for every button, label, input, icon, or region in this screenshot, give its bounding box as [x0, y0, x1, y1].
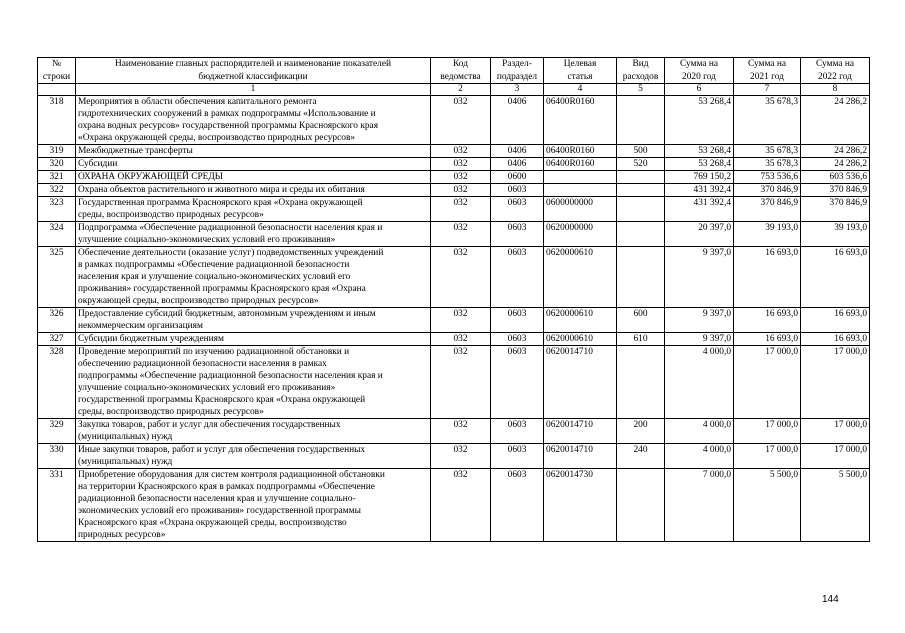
expense-type-code	[617, 469, 665, 542]
section-code: 0600	[491, 171, 544, 184]
sum-2022: 603 536,6	[801, 171, 870, 184]
section-code: 0603	[491, 444, 544, 469]
header-line: статья	[567, 71, 593, 82]
row-name-line: окружающей среды, воспроизводство природных ресурсов»	[78, 296, 319, 306]
row-number: 329	[38, 419, 76, 444]
sum-2022: 24 286,2	[801, 96, 870, 145]
table-row	[38, 308, 870, 333]
header-col-expense-type	[617, 58, 665, 84]
table-row	[38, 145, 870, 158]
sum-2021: 17 000,0	[734, 419, 801, 444]
row-name-line: экономических условий его проживания» государственной программы	[78, 506, 361, 516]
table-row	[38, 158, 870, 171]
sum-2021: 370 846,9	[734, 197, 801, 222]
sum-2020: 9 397,0	[665, 308, 734, 333]
department-code: 032	[431, 419, 491, 444]
sum-2022: 39 193,0	[801, 222, 870, 247]
sum-2022: 16 693,0	[801, 247, 870, 308]
header-line: Сумма на	[679, 59, 719, 69]
row-name	[76, 197, 431, 222]
sum-2022: 24 286,2	[801, 145, 870, 158]
header-col-target-item	[544, 58, 617, 84]
row-number: 326	[38, 308, 76, 333]
row-name-line: радиационной безопасности населения края и улучшение социально-	[78, 494, 356, 504]
target-item-code: 0620014710	[544, 444, 617, 469]
page-number: 144	[822, 594, 839, 605]
expense-type-code	[617, 247, 665, 308]
expense-type-code: 500	[617, 145, 665, 158]
table-row	[38, 247, 870, 308]
row-name-line: охрана водных ресурсов» государственной программы Красноярского края	[78, 121, 379, 131]
header-col-name	[76, 58, 431, 84]
sum-2022: 17 000,0	[801, 444, 870, 469]
row-name	[76, 346, 431, 419]
expense-type-code	[617, 346, 665, 419]
row-number: 320	[38, 158, 76, 171]
table-row	[38, 197, 870, 222]
sum-2020: 4 000,0	[665, 444, 734, 469]
row-name	[76, 171, 431, 184]
row-number: 327	[38, 333, 76, 346]
sum-2022: 16 693,0	[801, 333, 870, 346]
target-item-code: 06400R0160	[544, 158, 617, 171]
sum-2022: 17 000,0	[801, 346, 870, 419]
row-name-line: подпрограммы «Обеспечение радиационной безопасности населения края и	[78, 371, 383, 381]
row-name	[76, 469, 431, 542]
sum-2021: 16 693,0	[734, 308, 801, 333]
table-row	[38, 444, 870, 469]
row-name-line: Обеспечение деятельности (оказание услуг) подведомственных учреждений	[78, 248, 384, 258]
header-line: бюджетной классификации	[198, 71, 308, 82]
row-number: 330	[38, 444, 76, 469]
header-col-sum-2022	[801, 58, 870, 84]
row-name-line: Мероприятия в области обеспечения капитального ремонта	[78, 97, 317, 107]
row-number: 322	[38, 184, 76, 197]
row-name-line: Иные закупки товаров, работ и услуг для обеспечения государственных	[78, 445, 366, 455]
target-item-code: 0620000610	[544, 333, 617, 346]
row-name-line: в рамках подпрограммы «Обеспечение радиационной безопасности	[78, 260, 350, 270]
row-name-line: Государственная программа Красноярского края «Охрана окружающей	[78, 198, 363, 208]
column-number	[38, 84, 76, 96]
sum-2020: 53 268,4	[665, 158, 734, 171]
row-name-line: Закупка товаров, работ и услуг для обеспечения государственных	[78, 420, 341, 430]
section-code: 0603	[491, 308, 544, 333]
row-name	[76, 247, 431, 308]
table-row	[38, 469, 870, 542]
row-name-line: гидротехнических сооружений в рамках подпрограммы «Использование и	[78, 109, 376, 119]
table-header-row	[38, 58, 870, 84]
row-name-line: на территории Красноярского края в рамках подпрограммы «Обеспечение	[78, 482, 375, 492]
row-name-line: Подпрограмма «Обеспечение радиационной безопасности населения края и	[78, 223, 383, 233]
department-code: 032	[431, 145, 491, 158]
row-name	[76, 333, 431, 346]
header-line: Код	[453, 59, 468, 69]
row-name-line: Субсидии	[78, 159, 118, 169]
target-item-code	[544, 184, 617, 197]
row-name	[76, 145, 431, 158]
header-line: расходов	[622, 71, 659, 82]
expense-type-code	[617, 96, 665, 145]
department-code: 032	[431, 346, 491, 419]
row-name-line: природных ресурсов»	[78, 530, 166, 540]
row-name-line: среды, воспроизводство природных ресурсов»	[78, 407, 264, 417]
row-name-line: (муниципальных) нужд	[78, 457, 173, 467]
header-line: Вид	[632, 59, 649, 69]
section-code: 0406	[491, 96, 544, 145]
department-code: 032	[431, 158, 491, 171]
header-line: 2022 год	[818, 71, 852, 82]
sum-2022: 16 693,0	[801, 308, 870, 333]
sum-2021: 16 693,0	[734, 247, 801, 308]
row-name	[76, 96, 431, 145]
section-code: 0603	[491, 333, 544, 346]
budget-document	[37, 57, 870, 542]
row-name-line: Приобретение оборудования для систем контроля радиационной обстановки	[78, 470, 385, 480]
sum-2020: 769 150,2	[665, 171, 734, 184]
department-code: 032	[431, 333, 491, 346]
table-row	[38, 184, 870, 197]
header-col-row-number	[38, 58, 76, 84]
header-line: Раздел-	[502, 59, 532, 69]
sum-2020: 9 397,0	[665, 333, 734, 346]
column-number: 8	[801, 84, 870, 96]
section-code: 0603	[491, 346, 544, 419]
sum-2021: 16 693,0	[734, 333, 801, 346]
row-name-line: некоммерческим организациям	[78, 321, 203, 331]
sum-2022: 370 846,9	[801, 184, 870, 197]
sum-2021: 35 678,3	[734, 158, 801, 171]
sum-2021: 5 500,0	[734, 469, 801, 542]
row-name	[76, 158, 431, 171]
section-code: 0603	[491, 469, 544, 542]
sum-2020: 9 397,0	[665, 247, 734, 308]
department-code: 032	[431, 247, 491, 308]
row-name-line: проживания» государственной программы Красноярского края «Охрана	[78, 284, 366, 294]
header-line: Наименование главных распорядителей и наименование показателей	[114, 59, 392, 69]
column-number: 4	[544, 84, 617, 96]
expense-type-code: 200	[617, 419, 665, 444]
expense-type-code	[617, 171, 665, 184]
row-number: 331	[38, 469, 76, 542]
expense-type-code	[617, 197, 665, 222]
expense-type-code	[617, 184, 665, 197]
department-code: 032	[431, 171, 491, 184]
budget-table	[37, 57, 870, 542]
row-number: 321	[38, 171, 76, 184]
sum-2020: 53 268,4	[665, 145, 734, 158]
expense-type-code: 520	[617, 158, 665, 171]
expense-type-code	[617, 222, 665, 247]
sum-2021: 35 678,3	[734, 145, 801, 158]
header-col-sum-2020	[665, 58, 734, 84]
row-name-line: (муниципальных) нужд	[78, 432, 173, 442]
section-code: 0406	[491, 158, 544, 171]
sum-2020: 4 000,0	[665, 419, 734, 444]
table-row	[38, 222, 870, 247]
sum-2020: 431 392,4	[665, 184, 734, 197]
section-code: 0603	[491, 184, 544, 197]
table-row	[38, 171, 870, 184]
department-code: 032	[431, 222, 491, 247]
department-code: 032	[431, 184, 491, 197]
row-name-line: ОХРАНА ОКРУЖАЮЩЕЙ СРЕДЫ	[78, 172, 223, 182]
row-name-line: Охрана объектов растительного и животного мира и среды их обитания	[78, 185, 365, 195]
section-code: 0603	[491, 222, 544, 247]
department-code: 032	[431, 469, 491, 542]
row-number: 324	[38, 222, 76, 247]
header-col-department-code	[431, 58, 491, 84]
header-line: подраздел	[496, 71, 538, 82]
column-number-row	[38, 84, 870, 96]
header-line: Сумма на	[815, 59, 855, 69]
header-col-section	[491, 58, 544, 84]
row-name	[76, 419, 431, 444]
row-name	[76, 444, 431, 469]
header-line: строки	[42, 71, 71, 82]
table-row	[38, 346, 870, 419]
table-row	[38, 419, 870, 444]
row-number: 325	[38, 247, 76, 308]
row-name-line: Проведение мероприятий по изучению радиационной обстановки и	[78, 347, 350, 357]
target-item-code: 06400R0160	[544, 145, 617, 158]
target-item-code: 0620014730	[544, 469, 617, 542]
row-name-line: «Охрана окружающей среды, воспроизводство природных ресурсов»	[78, 133, 356, 143]
row-name-line: Предоставление субсидий бюджетным, автономным учреждениям и иным	[78, 309, 376, 319]
section-code: 0603	[491, 197, 544, 222]
department-code: 032	[431, 197, 491, 222]
sum-2021: 39 193,0	[734, 222, 801, 247]
column-number: 7	[734, 84, 801, 96]
header-line: 2021 год	[750, 71, 784, 82]
section-code: 0603	[491, 419, 544, 444]
column-number: 2	[431, 84, 491, 96]
sum-2021: 370 846,9	[734, 184, 801, 197]
expense-type-code: 240	[617, 444, 665, 469]
sum-2022: 370 846,9	[801, 197, 870, 222]
sum-2021: 17 000,0	[734, 346, 801, 419]
sum-2022: 17 000,0	[801, 419, 870, 444]
sum-2020: 4 000,0	[665, 346, 734, 419]
header-line: Сумма на	[747, 59, 787, 69]
sum-2021: 753 536,6	[734, 171, 801, 184]
target-item-code: 0620000610	[544, 308, 617, 333]
header-col-sum-2021	[734, 58, 801, 84]
target-item-code: 0620000000	[544, 222, 617, 247]
sum-2022: 24 286,2	[801, 158, 870, 171]
target-item-code: 06400R0160	[544, 96, 617, 145]
section-code: 0406	[491, 145, 544, 158]
column-number: 1	[76, 84, 431, 96]
row-number: 318	[38, 96, 76, 145]
department-code: 032	[431, 96, 491, 145]
expense-type-code: 610	[617, 333, 665, 346]
table-row	[38, 333, 870, 346]
row-name-line: Субсидии бюджетным учреждениям	[78, 334, 224, 344]
department-code: 032	[431, 444, 491, 469]
sum-2021: 35 678,3	[734, 96, 801, 145]
row-number: 328	[38, 346, 76, 419]
row-name	[76, 308, 431, 333]
sum-2022: 5 500,0	[801, 469, 870, 542]
row-name-line: Межбюджетные трансферты	[78, 146, 193, 156]
row-name	[76, 184, 431, 197]
row-name-line: Красноярского края «Охрана окружающей среды, воспроизводство	[78, 518, 347, 528]
header-line: Целевая	[563, 59, 597, 69]
row-name-line: среды, воспроизводство природных ресурсов»	[78, 210, 264, 220]
row-name-line: обеспечению радиационной безопасности населения в рамках	[78, 359, 327, 369]
target-item-code: 0620014710	[544, 419, 617, 444]
header-line: ведомства	[440, 71, 481, 82]
sum-2020: 7 000,0	[665, 469, 734, 542]
target-item-code	[544, 171, 617, 184]
column-number: 6	[665, 84, 734, 96]
sum-2020: 53 268,4	[665, 96, 734, 145]
row-name-line: улучшение социально-экономических условий его проживания»	[78, 235, 336, 245]
sum-2020: 431 392,4	[665, 197, 734, 222]
expense-type-code: 600	[617, 308, 665, 333]
header-line: №	[52, 59, 61, 69]
table-body	[38, 96, 870, 542]
target-item-code: 0600000000	[544, 197, 617, 222]
department-code: 032	[431, 308, 491, 333]
column-number: 5	[617, 84, 665, 96]
target-item-code: 0620000610	[544, 247, 617, 308]
row-name	[76, 222, 431, 247]
target-item-code: 0620014710	[544, 346, 617, 419]
row-number: 323	[38, 197, 76, 222]
row-number: 319	[38, 145, 76, 158]
table-row	[38, 96, 870, 145]
column-number: 3	[491, 84, 544, 96]
sum-2020: 20 397,0	[665, 222, 734, 247]
header-line: 2020 год	[682, 71, 716, 82]
row-name-line: населения края и улучшение социально-экономических условий его	[78, 272, 351, 282]
sum-2021: 17 000,0	[734, 444, 801, 469]
row-name-line: государственной программы Красноярского края «Охрана окружающей	[78, 395, 366, 405]
section-code: 0603	[491, 247, 544, 308]
row-name-line: улучшение социально-экономических условий его проживания»	[78, 383, 336, 393]
